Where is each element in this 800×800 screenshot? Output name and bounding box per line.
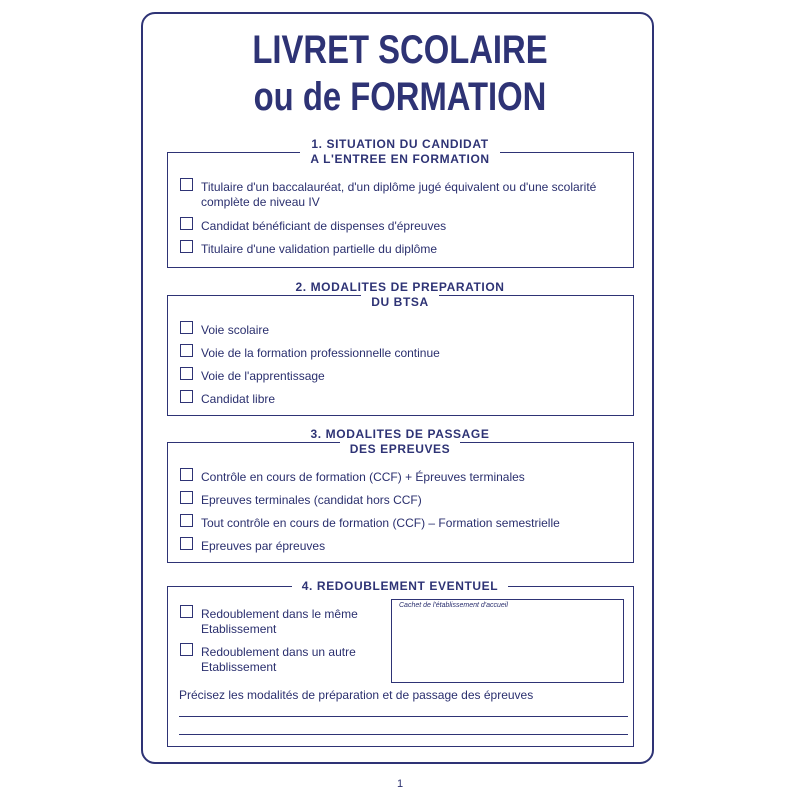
- option-titulaire-bac[interactable]: Titulaire d'un baccalauréat, d'un diplôme jugé équivalent ou d'une scolarité complète de niveau IV: [180, 180, 625, 210]
- section-1-heading: 1. SITUATION DU CANDIDAT: [0, 137, 800, 151]
- option-epreuves-par-epreuves[interactable]: Epreuves par épreuves: [180, 539, 325, 554]
- checkbox[interactable]: [180, 367, 193, 380]
- section-2-subheading: DU BTSA: [0, 295, 800, 309]
- option-voie-scolaire[interactable]: Voie scolaire: [180, 323, 269, 338]
- checkbox[interactable]: [180, 217, 193, 230]
- write-line-1[interactable]: [179, 716, 628, 717]
- option-meme-etablissement[interactable]: Redoublement dans le même Etablissement: [180, 607, 358, 637]
- checkbox[interactable]: [180, 321, 193, 334]
- checkbox[interactable]: [180, 537, 193, 550]
- section-3-heading: 3. MODALITES DE PASSAGE: [0, 427, 800, 441]
- checkbox[interactable]: [180, 390, 193, 403]
- option-ccf-terminales[interactable]: Contrôle en cours de formation (CCF) + Épreuves terminales: [180, 470, 525, 485]
- checkbox[interactable]: [180, 643, 193, 656]
- section-4-heading: 4. REDOUBLEMENT EVENTUEL: [0, 579, 800, 593]
- page-number: 1: [396, 778, 404, 790]
- write-line-2[interactable]: [179, 734, 628, 735]
- checkbox[interactable]: [180, 178, 193, 191]
- precisez-label: Précisez les modalités de préparation et de passage des épreuves: [179, 688, 534, 702]
- option-validation-partielle[interactable]: Titulaire d'une validation partielle du diplôme: [180, 242, 437, 257]
- option-autre-etablissement[interactable]: Redoublement dans un autre Etablissement: [180, 645, 356, 675]
- title-line-2: ou de FORMATION: [253, 75, 547, 119]
- option-formation-continue[interactable]: Voie de la formation professionnelle continue: [180, 346, 440, 361]
- checkbox[interactable]: [180, 491, 193, 504]
- option-dispenses-epreuves[interactable]: Candidat bénéficiant de dispenses d'épreuves: [180, 219, 446, 234]
- stamp-box[interactable]: [391, 599, 624, 683]
- checkbox[interactable]: [180, 240, 193, 253]
- option-candidat-libre[interactable]: Candidat libre: [180, 392, 275, 407]
- checkbox[interactable]: [180, 514, 193, 527]
- section-3-subheading: DES EPREUVES: [0, 442, 800, 456]
- title-line-1: LIVRET SCOLAIRE: [252, 28, 548, 72]
- option-hors-ccf[interactable]: Epreuves terminales (candidat hors CCF): [180, 493, 422, 508]
- section-2-heading: 2. MODALITES DE PREPARATION: [0, 280, 800, 294]
- section-1-subheading: A L'ENTREE EN FORMATION: [0, 152, 800, 166]
- checkbox[interactable]: [180, 344, 193, 357]
- checkbox[interactable]: [180, 605, 193, 618]
- option-tout-ccf[interactable]: Tout contrôle en cours de formation (CCF) – Formation semestrielle: [180, 516, 560, 531]
- checkbox[interactable]: [180, 468, 193, 481]
- option-apprentissage[interactable]: Voie de l'apprentissage: [180, 369, 325, 384]
- stamp-label: Cachet de l'établissement d'accueil: [399, 602, 508, 609]
